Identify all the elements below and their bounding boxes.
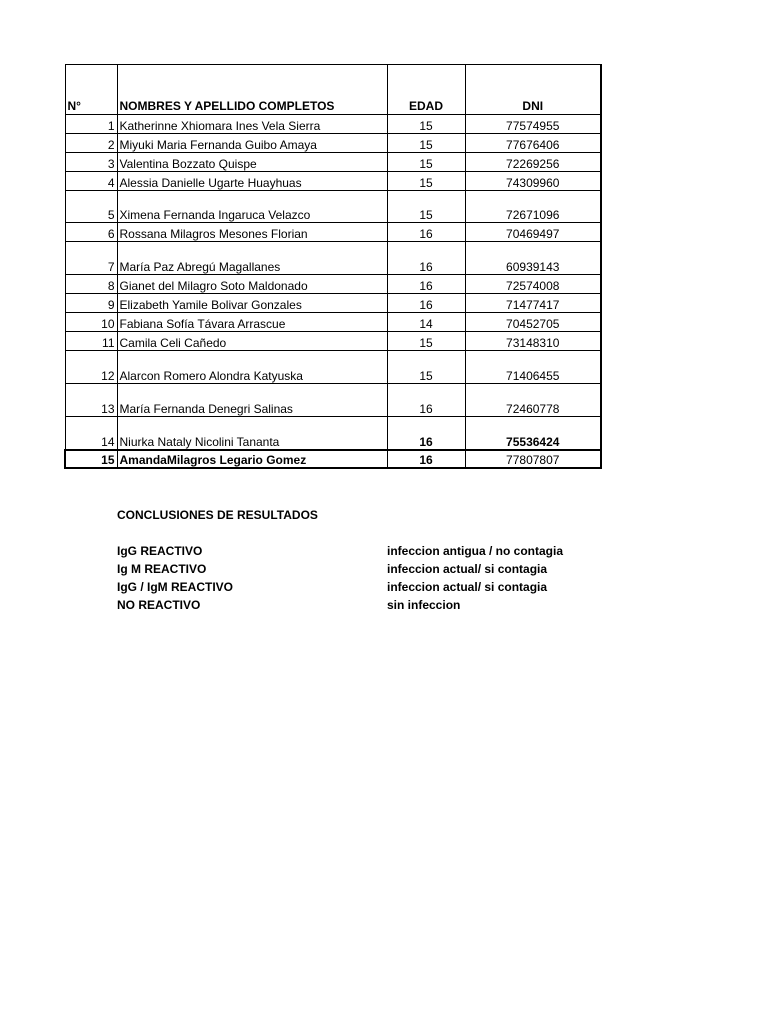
row-number: 4 <box>65 172 117 191</box>
row-name: María Fernanda Denegri Salinas <box>117 384 387 417</box>
row-name: AmandaMilagros Legario Gomez <box>117 450 387 468</box>
row-age: 16 <box>387 275 465 294</box>
conclusion-label: IgG REACTIVO <box>117 544 203 558</box>
row-name: María Paz Abregú Magallanes <box>117 242 387 275</box>
row-age: 16 <box>387 294 465 313</box>
row-age: 15 <box>387 153 465 172</box>
row-name: Alarcon Romero Alondra Katyuska <box>117 351 387 384</box>
conclusion-row <box>117 560 607 578</box>
students-table <box>64 64 602 469</box>
row-name: Valentina Bozzato Quispe <box>117 153 387 172</box>
table-row <box>65 134 601 153</box>
row-name: Rossana Milagros Mesones Florian <box>117 223 387 242</box>
row-name: Elizabeth Yamile Bolivar Gonzales <box>117 294 387 313</box>
row-dni: 72460778 <box>465 384 601 417</box>
row-age: 16 <box>387 384 465 417</box>
row-dni: 70469497 <box>465 223 601 242</box>
conclusions-title: CONCLUSIONES DE RESULTADOS <box>117 508 318 522</box>
row-number: 8 <box>65 275 117 294</box>
table-row <box>65 384 601 417</box>
row-dni: 73148310 <box>465 332 601 351</box>
row-name: Gianet del Milagro Soto Maldonado <box>117 275 387 294</box>
conclusion-description: infeccion antigua / no contagia <box>387 544 564 558</box>
row-dni: 77574955 <box>465 115 601 134</box>
header-name: NOMBRES Y APELLIDO COMPLETOS <box>117 65 387 115</box>
conclusion-label: NO REACTIVO <box>117 598 201 612</box>
row-age: 15 <box>387 332 465 351</box>
row-dni: 70452705 <box>465 313 601 332</box>
table-row <box>65 153 601 172</box>
row-name: Niurka Nataly Nicolini Tananta <box>117 417 387 450</box>
row-age: 15 <box>387 115 465 134</box>
row-dni: 77807807 <box>465 450 601 468</box>
row-dni: 72574008 <box>465 275 601 294</box>
row-name: Ximena Fernanda Ingaruca Velazco <box>117 191 387 223</box>
row-name: Fabiana Sofía Távara Arrascue <box>117 313 387 332</box>
row-number: 14 <box>65 417 117 450</box>
row-number: 3 <box>65 153 117 172</box>
row-number: 5 <box>65 191 117 223</box>
table-row <box>65 313 601 332</box>
table-row <box>65 191 601 223</box>
table-row <box>65 351 601 384</box>
row-dni: 72671096 <box>465 191 601 223</box>
header-number: N° <box>65 65 117 115</box>
row-age: 14 <box>387 313 465 332</box>
conclusion-description: infeccion actual/ si contagia <box>387 580 548 594</box>
table-row <box>65 172 601 191</box>
conclusions-section <box>117 506 607 614</box>
row-number: 13 <box>65 384 117 417</box>
row-number: 15 <box>65 450 117 468</box>
row-age: 16 <box>387 417 465 450</box>
row-age: 15 <box>387 172 465 191</box>
table-row <box>65 242 601 275</box>
row-age: 15 <box>387 191 465 223</box>
row-age: 15 <box>387 351 465 384</box>
row-number: 10 <box>65 313 117 332</box>
row-name: Katherinne Xhiomara Ines Vela Sierra <box>117 115 387 134</box>
conclusion-description: sin infeccion <box>387 598 461 612</box>
row-dni: 74309960 <box>465 172 601 191</box>
conclusion-row <box>117 542 607 560</box>
table-row <box>65 223 601 242</box>
row-number: 7 <box>65 242 117 275</box>
row-dni: 72269256 <box>465 153 601 172</box>
row-number: 9 <box>65 294 117 313</box>
conclusion-row <box>117 578 607 596</box>
row-number: 6 <box>65 223 117 242</box>
table-row <box>65 294 601 313</box>
row-number: 11 <box>65 332 117 351</box>
table-row <box>65 332 601 351</box>
table-header-row <box>65 65 601 115</box>
conclusion-label: Ig M REACTIVO <box>117 562 207 576</box>
row-age: 16 <box>387 450 465 468</box>
row-name: Alessia Danielle Ugarte Huayhuas <box>117 172 387 191</box>
conclusion-label: IgG / IgM REACTIVO <box>117 580 233 594</box>
row-dni: 71406455 <box>465 351 601 384</box>
table-row <box>65 417 601 450</box>
row-dni: 71477417 <box>465 294 601 313</box>
table-row <box>65 115 601 134</box>
row-number: 12 <box>65 351 117 384</box>
header-age: EDAD <box>387 65 465 115</box>
row-name: Camila Celi Cañedo <box>117 332 387 351</box>
row-age: 16 <box>387 242 465 275</box>
conclusion-row <box>117 596 607 614</box>
header-dni: DNI <box>465 65 601 115</box>
row-number: 2 <box>65 134 117 153</box>
table-row <box>65 275 601 294</box>
table-row <box>65 450 601 468</box>
row-dni: 77676406 <box>465 134 601 153</box>
row-dni: 60939143 <box>465 242 601 275</box>
conclusion-description: infeccion actual/ si contagia <box>387 562 548 576</box>
row-age: 16 <box>387 223 465 242</box>
row-age: 15 <box>387 134 465 153</box>
row-number: 1 <box>65 115 117 134</box>
row-name: Miyuki Maria Fernanda Guibo Amaya <box>117 134 387 153</box>
row-dni: 75536424 <box>465 417 601 450</box>
